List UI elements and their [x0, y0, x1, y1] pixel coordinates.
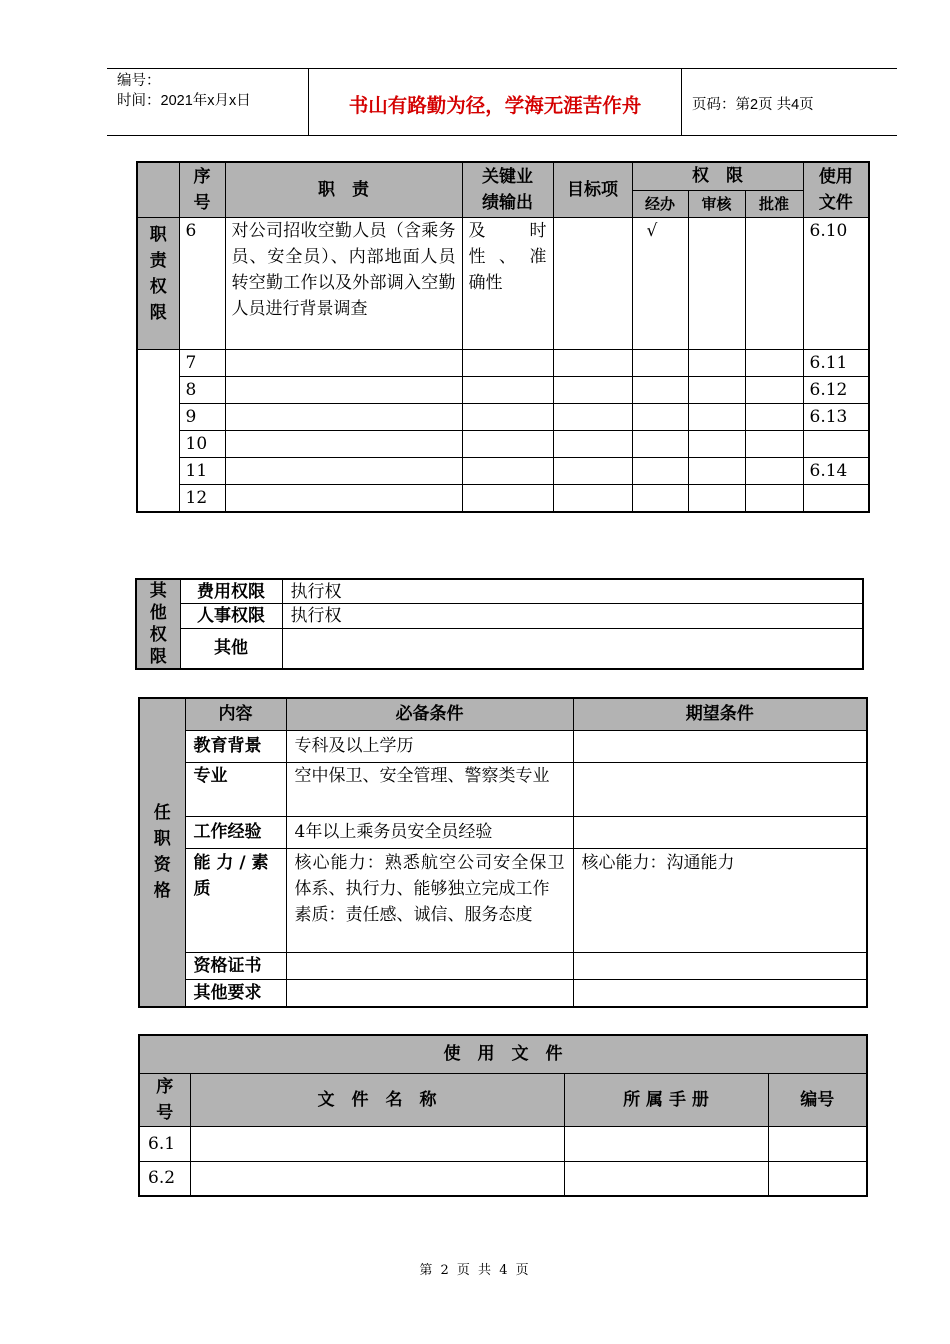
row-duty — [225, 457, 462, 484]
doc-row-name — [190, 1161, 564, 1196]
doc-code-header: 编号 — [768, 1073, 867, 1126]
row-handle — [632, 484, 688, 512]
row-seq: 8 — [179, 376, 225, 403]
header-meta — [117, 71, 251, 111]
review-header: 审核 — [688, 190, 745, 217]
personnel-rights-label: 人事权限 — [180, 604, 282, 629]
row-review — [688, 376, 745, 403]
row-kpi — [462, 484, 553, 512]
certificate-required — [286, 952, 573, 979]
authority-header: 权 限 — [632, 162, 803, 190]
doc-row-manual — [564, 1126, 768, 1161]
row-approve — [745, 217, 803, 349]
row-review — [688, 217, 745, 349]
education-label: 教育背景 — [185, 730, 286, 762]
row-handle — [632, 376, 688, 403]
qualification-section-label: 任 职 资 格 — [139, 698, 185, 1007]
other-rights-table — [135, 578, 864, 670]
row-duty — [225, 349, 462, 376]
documents-title: 使 用 文 件 — [139, 1035, 867, 1073]
row-handle — [632, 457, 688, 484]
other-rights-label: 其他 — [180, 628, 282, 669]
row-approve — [745, 403, 803, 430]
other-rights-section-label: 其 他 权 限 — [136, 579, 180, 669]
row-seq: 12 — [179, 484, 225, 512]
row-seq: 9 — [179, 403, 225, 430]
certificate-label: 资格证书 — [185, 952, 286, 979]
row-kpi: 及 时性 、 准确性 — [462, 217, 553, 349]
doc-header: 使用 文件 — [803, 162, 869, 217]
row-review — [688, 349, 745, 376]
header-divider — [308, 68, 309, 136]
kpi-header: 关键业 绩输出 — [462, 162, 553, 217]
row-approve — [745, 376, 803, 403]
header-bottom-rule — [107, 135, 897, 136]
experience-required: 4年以上乘务员安全员经验 — [286, 816, 573, 848]
row-seq: 11 — [179, 457, 225, 484]
expense-rights-value: 执行权 — [282, 579, 863, 604]
doc-row-code — [768, 1126, 867, 1161]
expected-header: 期望条件 — [573, 698, 867, 730]
doc-name-header: 文 件 名 称 — [190, 1073, 564, 1126]
duty-section-label: 职 责 权 限 — [137, 217, 179, 349]
documents-table — [138, 1034, 868, 1197]
doc-row-code — [768, 1161, 867, 1196]
duty-table — [136, 161, 870, 513]
education-expected — [573, 730, 867, 762]
header-motto: 书山有路勤为径，学海无涯苦作舟 — [348, 94, 642, 117]
row-review — [688, 403, 745, 430]
row-kpi — [462, 430, 553, 457]
ability-label: 能 力 / 素质 — [185, 848, 286, 952]
row-duty — [225, 430, 462, 457]
target-header: 目标项 — [553, 162, 632, 217]
ability-required: 核心能力：熟悉航空公司安全保卫体系、执行力、能够独立完成工作 素质：责任感、诚信、服务态度 — [286, 848, 573, 952]
row-duty — [225, 403, 462, 430]
row-kpi — [462, 349, 553, 376]
row-duty — [225, 376, 462, 403]
row-doc: 6.14 — [803, 457, 869, 484]
row-approve — [745, 484, 803, 512]
experience-expected — [573, 816, 867, 848]
row-kpi — [462, 403, 553, 430]
row-target — [553, 217, 632, 349]
row-kpi — [462, 457, 553, 484]
required-header: 必备条件 — [286, 698, 573, 730]
row-seq: 6 — [179, 217, 225, 349]
row-doc — [803, 430, 869, 457]
major-label: 专业 — [185, 762, 286, 816]
doc-manual-header: 所 属 手 册 — [564, 1073, 768, 1126]
stub-cell — [137, 349, 179, 512]
seq-header: 序 号 — [179, 162, 225, 217]
major-required: 空中保卫、安全管理、警察类专业 — [286, 762, 573, 816]
row-duty: 对公司招收空勤人员（含乘务员、安全员）、内部地面人员转空勤工作以及外部调入空勤人员进行背景调查 — [225, 217, 462, 349]
row-review — [688, 430, 745, 457]
row-handle — [632, 430, 688, 457]
header-top-rule — [107, 68, 897, 69]
row-target — [553, 430, 632, 457]
doc-seq-header: 序 号 — [139, 1073, 190, 1126]
code-label: 编号： — [117, 73, 161, 89]
row-doc: 6.10 — [803, 217, 869, 349]
row-approve — [745, 349, 803, 376]
row-handle: √ — [632, 217, 688, 349]
handle-header: 经办 — [632, 190, 688, 217]
doc-row-seq: 6.2 — [139, 1161, 190, 1196]
major-expected — [573, 762, 867, 816]
row-target — [553, 484, 632, 512]
education-required: 专科及以上学历 — [286, 730, 573, 762]
row-duty — [225, 484, 462, 512]
other-req-required — [286, 979, 573, 1007]
certificate-expected — [573, 952, 867, 979]
row-handle — [632, 403, 688, 430]
row-target — [553, 403, 632, 430]
content-header: 内容 — [185, 698, 286, 730]
doc-row-seq: 6.1 — [139, 1126, 190, 1161]
row-target — [553, 376, 632, 403]
row-seq: 10 — [179, 430, 225, 457]
qualification-table — [138, 697, 868, 1008]
page-footer: 第 2 页 共 4 页 — [419, 1263, 531, 1278]
row-review — [688, 484, 745, 512]
row-target — [553, 349, 632, 376]
doc-row-name — [190, 1126, 564, 1161]
corner-cell — [137, 162, 179, 217]
header-page-info: 页码：第2页 共4页 — [692, 97, 814, 113]
row-approve — [745, 430, 803, 457]
row-approve — [745, 457, 803, 484]
row-review — [688, 457, 745, 484]
time-label: 时间：2021年x月x日 — [117, 93, 251, 109]
expense-rights-label: 费用权限 — [180, 579, 282, 604]
row-doc — [803, 484, 869, 512]
other-req-expected — [573, 979, 867, 1007]
other-rights-value — [282, 628, 863, 669]
duty-header: 职 责 — [225, 162, 462, 217]
row-doc: 6.13 — [803, 403, 869, 430]
header-divider — [681, 68, 682, 136]
other-req-label: 其他要求 — [185, 979, 286, 1007]
row-seq: 7 — [179, 349, 225, 376]
approve-header: 批准 — [745, 190, 803, 217]
experience-label: 工作经验 — [185, 816, 286, 848]
row-kpi — [462, 376, 553, 403]
row-doc: 6.11 — [803, 349, 869, 376]
row-doc: 6.12 — [803, 376, 869, 403]
row-handle — [632, 349, 688, 376]
personnel-rights-value: 执行权 — [282, 604, 863, 629]
row-target — [553, 457, 632, 484]
doc-row-manual — [564, 1161, 768, 1196]
ability-expected: 核心能力：沟通能力 — [573, 848, 867, 952]
